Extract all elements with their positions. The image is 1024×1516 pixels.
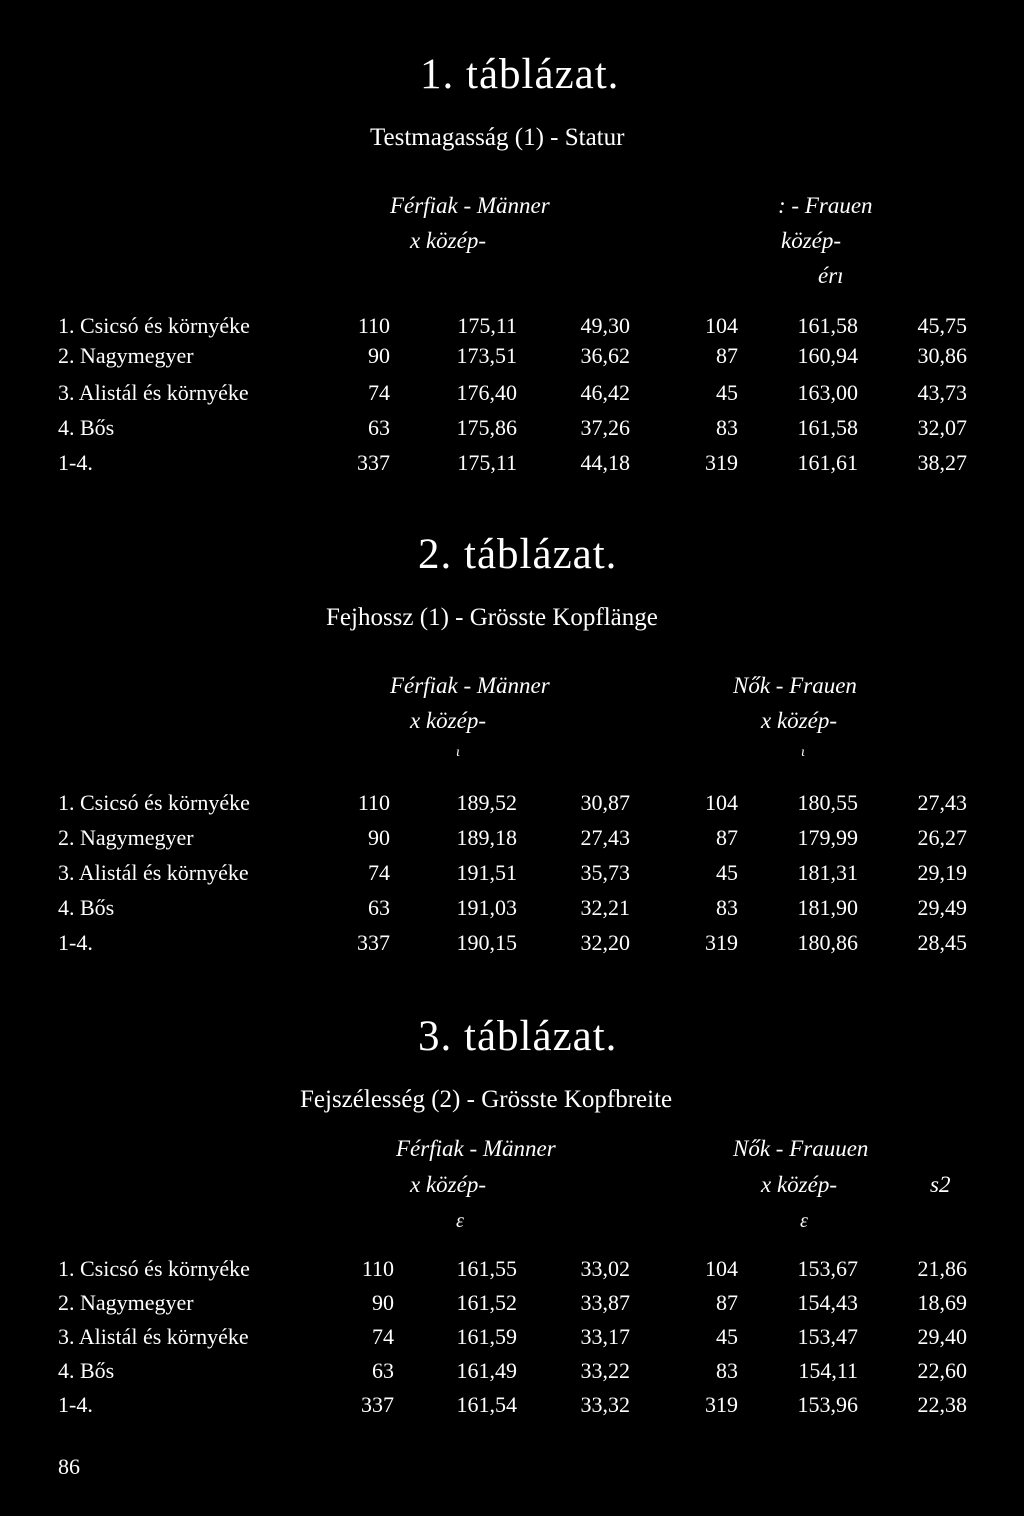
men-var-cell: 37,26 [580,415,630,440]
table-1-women-note: érı [818,263,844,288]
women-mean-cell: 181,90 [797,895,858,920]
women-n-cell: 319 [705,450,738,475]
table-2-women-mean-label: x közép- [761,708,837,733]
women-n-cell: 83 [716,895,738,920]
men-var-cell: 32,21 [580,895,630,920]
women-mean-cell: 180,55 [797,790,858,815]
table-3-men-mean-label: x közép- [410,1172,486,1197]
table-3-subtitle: Fejszélesség (2) - Grösste Kopfbreite [300,1086,673,1113]
women-n-cell: 104 [705,313,738,338]
region-cell: 1. Csicsó és környéke [58,313,250,338]
women-n-cell: 45 [716,380,738,405]
women-mean-cell: 153,96 [797,1392,858,1417]
women-mean-cell: 154,43 [797,1290,858,1315]
women-var-cell: 29,19 [917,860,967,885]
women-mean-cell: 160,94 [797,343,858,368]
region-cell: 4. Bős [58,895,115,920]
men-n-cell: 110 [357,313,390,338]
women-mean-cell: 180,86 [797,930,858,955]
men-n-cell: 90 [368,343,390,368]
women-mean-cell: 153,47 [797,1324,858,1349]
women-mean-cell: 163,00 [797,380,858,405]
men-mean-cell: 191,03 [456,895,517,920]
women-var-cell: 22,60 [917,1358,967,1383]
men-var-cell: 33,87 [580,1290,630,1315]
men-var-cell: 36,62 [580,343,630,368]
women-n-cell: 319 [705,1392,738,1417]
women-var-cell: 29,40 [917,1324,967,1349]
region-cell: 1-4. [58,1392,93,1417]
men-n-cell: 337 [361,1392,394,1417]
men-var-cell: 46,42 [580,380,630,405]
table-3-women-note: ε [800,1210,808,1232]
men-mean-cell: 161,54 [456,1392,517,1417]
men-mean-cell: 189,52 [456,790,517,815]
women-var-cell: 21,86 [917,1256,967,1281]
women-var-cell: 29,49 [917,895,967,920]
table-1-women-header: : - Frauen [778,193,873,218]
men-n-cell: 110 [361,1256,394,1281]
women-var-cell: 32,07 [917,415,967,440]
men-n-cell: 337 [357,450,390,475]
men-var-cell: 33,17 [580,1324,630,1349]
women-var-cell: 38,27 [917,450,967,475]
region-cell: 1-4. [58,450,93,475]
women-var-cell: 22,38 [917,1392,967,1417]
men-n-cell: 63 [368,415,390,440]
men-mean-cell: 175,86 [456,415,517,440]
women-mean-cell: 181,31 [797,860,858,885]
table-2-men-mean-label: x közép- [410,708,486,733]
women-var-cell: 27,43 [917,790,967,815]
women-var-cell: 26,27 [917,825,967,850]
men-mean-cell: 189,18 [456,825,517,850]
men-n-cell: 74 [368,380,390,405]
men-var-cell: 33,02 [580,1256,630,1281]
table-2-men-header: Férfiak - Männer [390,673,550,698]
women-n-cell: 104 [705,790,738,815]
women-mean-cell: 161,58 [797,313,858,338]
table-1-subtitle: Testmagasság (1) - Statur [370,124,625,151]
table-3-women-header: Nők - Frauuen [733,1136,869,1161]
men-var-cell: 33,32 [580,1392,630,1417]
women-mean-cell: 153,67 [797,1256,858,1281]
page-number: 86 [58,1454,80,1479]
women-var-cell: 30,86 [917,343,967,368]
table-2-women-note: ι [801,745,805,760]
women-mean-cell: 161,61 [797,450,858,475]
men-mean-cell: 161,49 [456,1358,517,1383]
men-n-cell: 74 [372,1324,394,1349]
region-cell: 4. Bős [58,415,115,440]
men-mean-cell: 161,59 [456,1324,517,1349]
region-cell: 3. Alistál és környéke [58,380,249,405]
women-n-cell: 45 [716,860,738,885]
men-var-cell: 32,20 [580,930,630,955]
table-1-women-mean-label: közép- [781,228,842,253]
table-2-men-note: ι [456,745,460,760]
women-var-cell: 18,69 [917,1290,967,1315]
women-n-cell: 83 [716,415,738,440]
table-2-number: 2. táblázat. [418,531,618,578]
women-n-cell: 87 [716,825,738,850]
men-mean-cell: 175,11 [457,450,517,475]
region-cell: 3. Alistál és környéke [58,1324,249,1349]
women-mean-cell: 179,99 [797,825,858,850]
men-mean-cell: 175,11 [457,313,517,338]
men-var-cell: 49,30 [580,313,630,338]
table-1-number: 1. táblázat. [420,51,620,98]
men-n-cell: 110 [357,790,390,815]
men-n-cell: 90 [372,1290,394,1315]
region-cell: 2. Nagymegyer [58,825,194,850]
men-n-cell: 74 [368,860,390,885]
women-n-cell: 45 [716,1324,738,1349]
men-mean-cell: 190,15 [456,930,517,955]
men-mean-cell: 161,55 [456,1256,517,1281]
region-cell: 2. Nagymegyer [58,343,194,368]
women-n-cell: 319 [705,930,738,955]
region-cell: 4. Bős [58,1358,115,1383]
women-mean-cell: 161,58 [797,415,858,440]
men-var-cell: 35,73 [580,860,630,885]
men-mean-cell: 176,40 [456,380,517,405]
men-var-cell: 30,87 [580,790,630,815]
women-var-cell: 43,73 [917,380,967,405]
men-n-cell: 90 [368,825,390,850]
table-2-women-header: Nők - Frauen [733,673,857,698]
table-3-women-mean-label: x közép- [761,1172,837,1197]
table-3-men-note: ε [456,1210,464,1232]
men-n-cell: 63 [368,895,390,920]
women-n-cell: 87 [716,1290,738,1315]
table-1-men-header: Férfiak - Männer [390,193,550,218]
women-var-cell: 28,45 [917,930,967,955]
region-cell: 3. Alistál és környéke [58,860,249,885]
men-mean-cell: 161,52 [456,1290,517,1315]
men-var-cell: 27,43 [580,825,630,850]
men-n-cell: 63 [372,1358,394,1383]
women-mean-cell: 154,11 [798,1358,858,1383]
women-n-cell: 83 [716,1358,738,1383]
region-cell: 1. Csicsó és környéke [58,790,250,815]
table-2-subtitle: Fejhossz (1) - Grösste Kopflänge [326,604,658,631]
women-n-cell: 104 [705,1256,738,1281]
table-3-number: 3. táblázat. [418,1013,618,1060]
table-1-men-mean-label: x közép- [410,228,486,253]
region-cell: 2. Nagymegyer [58,1290,194,1315]
women-var-cell: 45,75 [917,313,967,338]
region-cell: 1. Csicsó és környéke [58,1256,250,1281]
men-mean-cell: 191,51 [456,860,517,885]
women-n-cell: 87 [716,343,738,368]
table-3-men-header: Férfiak - Männer [396,1136,556,1161]
men-mean-cell: 173,51 [456,343,517,368]
table-3-extra-label: s2 [930,1172,951,1197]
region-cell: 1-4. [58,930,93,955]
men-var-cell: 33,22 [580,1358,630,1383]
men-n-cell: 337 [357,930,390,955]
men-var-cell: 44,18 [580,450,630,475]
